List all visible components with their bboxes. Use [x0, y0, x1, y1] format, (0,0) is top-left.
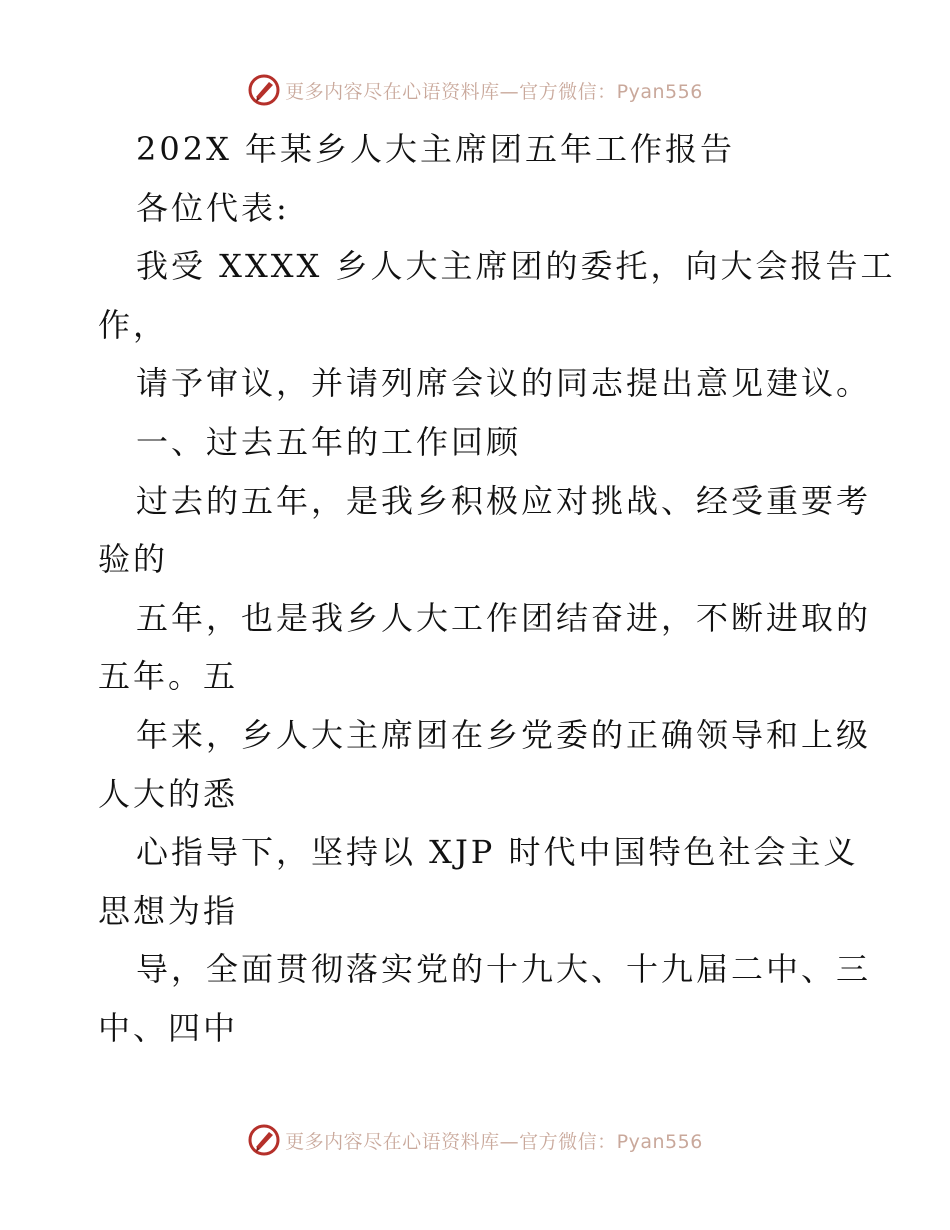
document-line: 过去的五年，是我乡积极应对挑战、经受重要考 [136, 481, 872, 520]
document-line: 我受 XXXX 乡人大主席团的委托，向大会报告工 [136, 247, 896, 286]
document-line: 五年。五 [98, 657, 239, 696]
document-line: 作， [98, 305, 169, 344]
document-line: 年来，乡人大主席团在乡党委的正确领导和上级 [136, 715, 872, 754]
footer-watermark-banner [0, 1120, 950, 1160]
document-line: 202X 年某乡人大主席团五年工作报告 [136, 130, 736, 168]
document-line: 五年，也是我乡人大工作团结奋进，不断进取的 [136, 598, 872, 637]
watermark-text: 更多内容尽在心语资料库—官方微信：Pyan556 [285, 80, 703, 103]
header-watermark-banner [0, 70, 950, 110]
document-line: 请予审议，并请列席会议的同志提出意见建议。 [136, 364, 872, 403]
document-line: 导，全面贯彻落实党的十九大、十九届二中、三 [136, 950, 872, 989]
document-line: 思想为指 [98, 891, 239, 930]
quill-pen-logo-icon [247, 1123, 281, 1157]
document-line: 一、过去五年的工作回顾 [136, 422, 522, 461]
document-body [98, 120, 896, 1058]
quill-pen-logo-icon [247, 73, 281, 107]
document-line: 各位代表: [136, 188, 290, 227]
watermark-text: 更多内容尽在心语资料库—官方微信：Pyan556 [285, 1130, 703, 1153]
document-line: 中、四中 [98, 1008, 239, 1047]
document-line: 验的 [98, 540, 169, 579]
document-line: 人大的悉 [98, 774, 239, 813]
document-line: 心指导下，坚持以 XJP 时代中国特色社会主义 [136, 833, 859, 872]
